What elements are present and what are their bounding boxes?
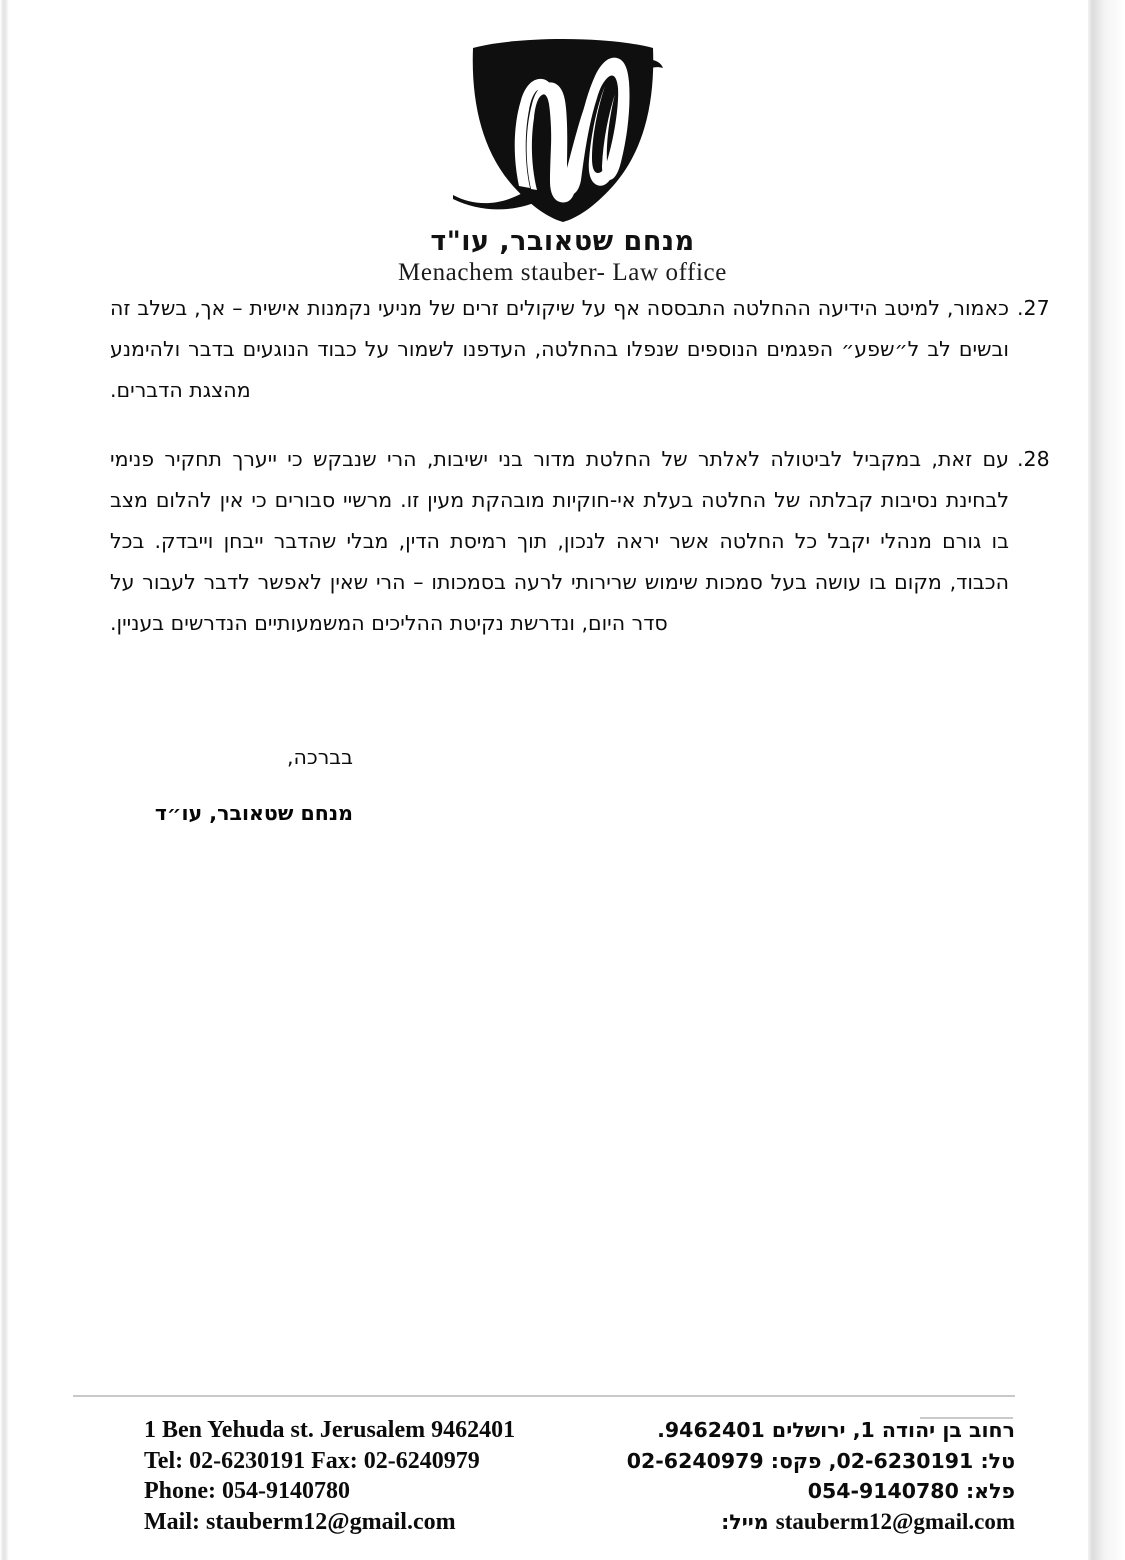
signoff-greeting: בברכה,: [286, 745, 353, 769]
footer-address-he: רחוב בן יהודה 1, ירושלים 9462401.: [657, 1418, 1015, 1442]
letterhead-name-hebrew: מנחם שטאובר, עו"ד: [430, 226, 695, 257]
footer-address-en: 1 Ben Yehuda st. Jerusalem 9462401: [144, 1417, 516, 1443]
numbered-paragraph: [110, 288, 1055, 411]
footer-english-contact: [144, 1415, 515, 1537]
shield-m-monogram-logo-icon: [447, 38, 679, 223]
footer-hebrew-contact: [627, 1415, 1015, 1537]
paragraph-text: עם זאת, במקביל לביטולה לאלתר של החלטת מדור בני ישיבות, הרי שנבקש כי ייערך תחקיר פנימי לבחינת נסיבות קבלתה של החלטה בעלת אי-חוקיות מובהקת מעין זו. מרשיי סבורים כי אין להלום מצב בו גורם מנהלי יקבל כל החלטה אשר יראה לנכון, תוך רמיסת הדין, מבלי שהדבר ייבחן וייבדק. בכל הכבוד, מקום בו עושה בעל סמכות שימוש שרירותי לרעה בסמכותו – הרי שאין לאפשר לדבר לעבור על סדר היום, ונדרשת נקיטת ההליכים המשמעותיים הנדרשים בעניין.: [110, 447, 1009, 635]
footer-mail-he: [627, 1507, 1015, 1538]
footer-phone-he: פלא: 054-9140780: [807, 1479, 1015, 1503]
footer-divider: [73, 1395, 1015, 1397]
letterhead-name-english: Menachem stauber- Law office: [398, 258, 727, 286]
footer-telfax-he: טל: 02-6230191, פקס: 02-6240979: [626, 1448, 1015, 1473]
footer-telfax-en: Tel: 02-6230191 Fax: 02-6240979: [144, 1447, 480, 1474]
footer-mail-en: Mail: stauberm12@gmail.com: [144, 1508, 456, 1535]
footer-phone-en: Phone: 054-9140780: [144, 1478, 350, 1504]
footer-mail-label-he: מייל:: [721, 1509, 769, 1534]
letterhead: [0, 38, 1125, 287]
paragraph-number: 27.: [1017, 296, 1050, 320]
footer: [0, 1415, 1125, 1545]
footer-mail-value-he: stauberm12@gmail.com: [775, 1508, 1015, 1534]
numbered-paragraph: [110, 439, 1055, 644]
letter-body: [110, 288, 1055, 672]
signoff-name: מנחם שטאובר, עו״ד: [154, 801, 353, 825]
paragraph-number: 28.: [1017, 447, 1050, 471]
paragraph-text: כאמור, למיטב הידיעה ההחלטה התבססה אף על שיקולים זרים של מניעי נקמנות אישית – אך, בשלב זה ובשים לב ל״שפע״ הפגמים הנוספים שנפלו בהחלטה, העדפנו לשמור על כבוד הנוגעים בדבר ולהימנע מהצגת הדברים.: [110, 296, 1009, 402]
